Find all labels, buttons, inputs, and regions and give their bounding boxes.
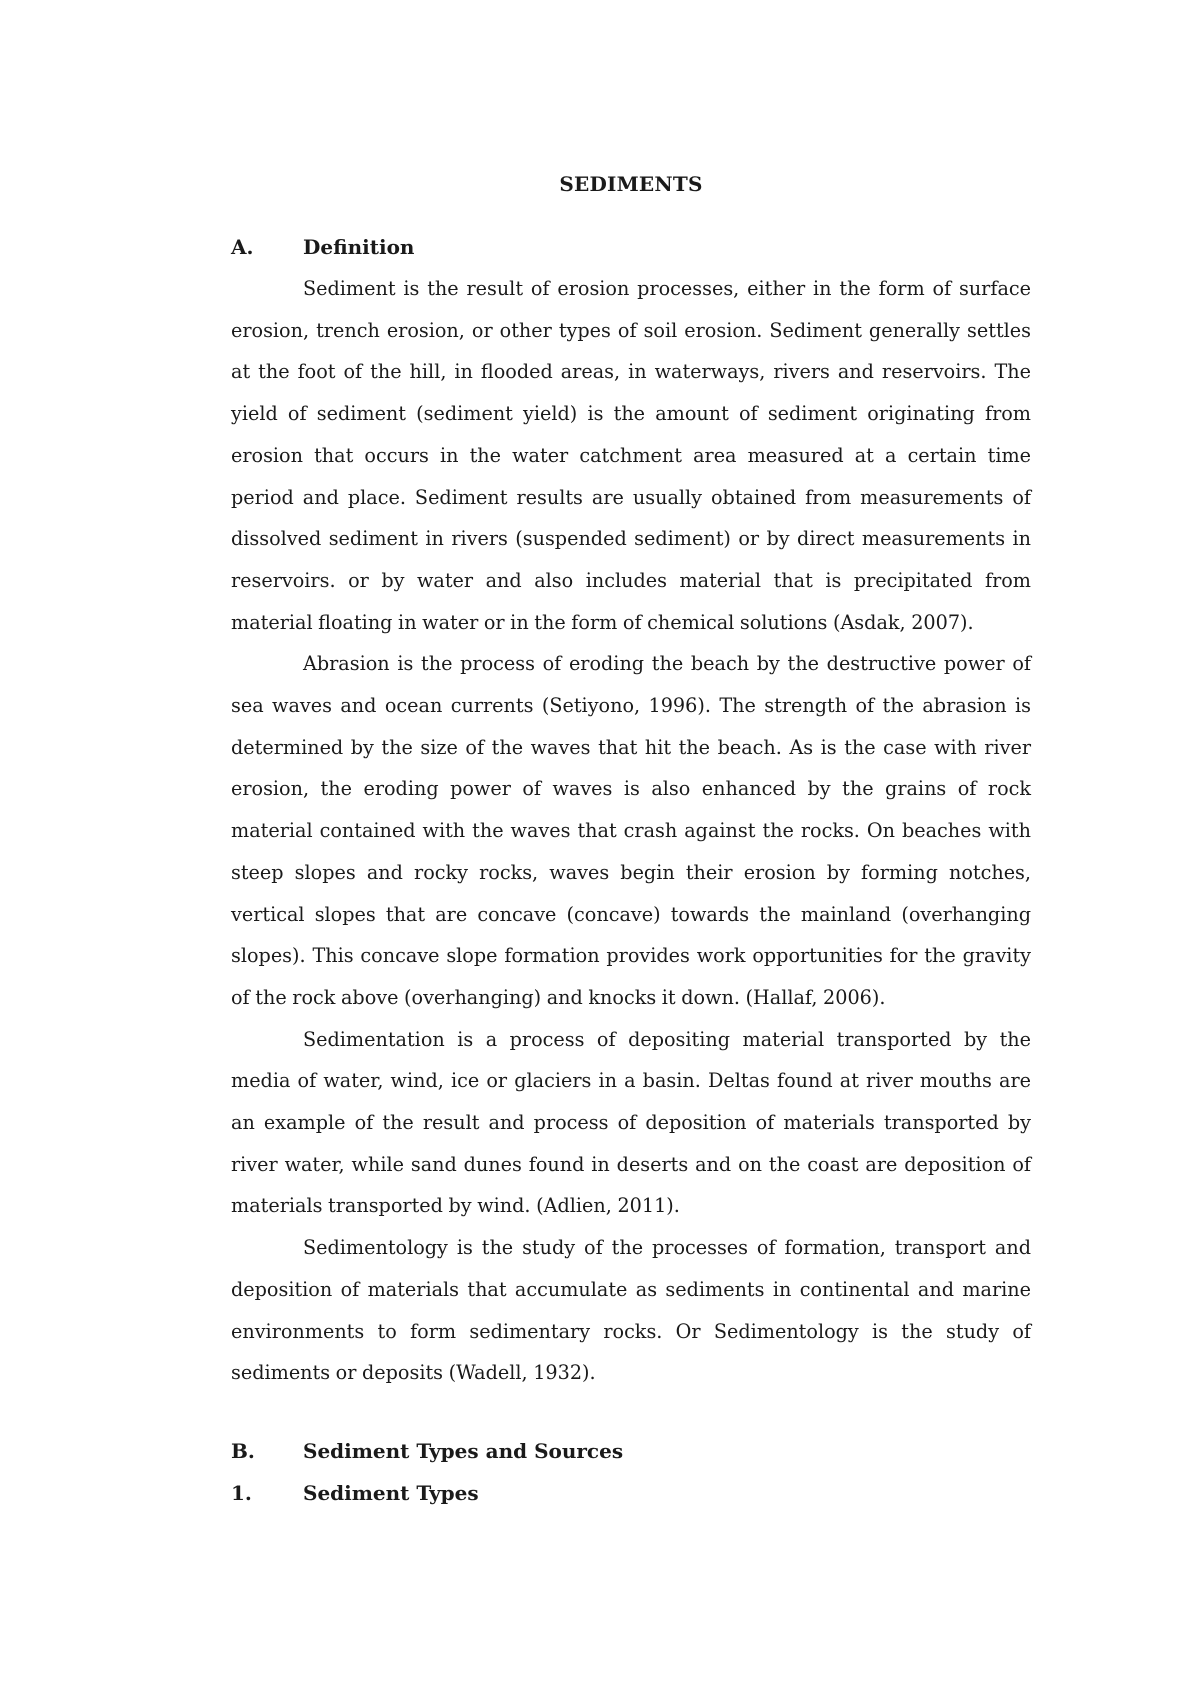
section-heading-text: Definition (303, 235, 415, 259)
document-title: SEDIMENTS (559, 172, 703, 196)
subsection-number: 1. (231, 1480, 252, 1505)
paragraph-sediment-definition: Sediment is the result of erosion processes, either in the form of surface erosion, trench erosion, or other types of soil erosion. Sediment generally settles at the foot of the hill, in flooded areas, in waterways, rivers and reservoirs. The yield of sediment (sediment yield) is the amount of sediment originating from erosion that occurs in the water catchment area measured at a certain time period and place. Sediment results are usually obtained from measurements of dissolved sediment in rivers (suspended sediment) or by direct measurements in reservoirs. or by water and also includes material that is precipitated from material floating in water or in the form of chemical solutions (Asdak, 2007). (231, 277, 1031, 634)
subsection-heading-sediment-types (231, 1480, 1031, 1506)
subsection-heading-text: Sediment Types (303, 1480, 479, 1505)
paragraph-abrasion: Abrasion is the process of eroding the beach by the destructive power of sea waves and ocean currents (Setiyono, 1996). The strength of the abrasion is determined by the size of the waves that hit the beach. As is the case with river erosion, the eroding power of waves is also enhanced by the grains of rock material contained with the waves that crash against the rocks. On beaches with steep slopes and rocky rocks, waves begin their erosion by forming notches, vertical slopes that are concave (concave) towards the mainland (overhanging slopes). This concave slope formation provides work opportunities for the gravity of the rock above (overhanging) and knocks it down. (Hallaf, 2006). (231, 652, 1031, 1009)
section-number: A. (231, 235, 254, 259)
section-heading-definition (231, 234, 1031, 260)
section-heading-text: Sediment Types and Sources (303, 1438, 624, 1463)
section-number: B. (231, 1438, 255, 1463)
paragraph-sedimentology: Sedimentology is the study of the processes of formation, transport and deposition of materials that accumulate as sediments in continental and marine environments to form sedimentary rocks. Or Sedimentology is the study of sediments or deposits (Wadell, 1932). (231, 1236, 1031, 1385)
paragraph-sedimentation: Sedimentation is a process of depositing material transported by the media of water, wind, ice or glaciers in a basin. Deltas found at river mouths are an example of the result and process of deposition of materials transported by river water, while sand dunes found in deserts and on the coast are deposition of materials transported by wind. (Adlien, 2011). (231, 1027, 1031, 1218)
section-heading-types-and-sources (231, 1438, 1031, 1464)
document-page (231, 172, 1031, 1506)
